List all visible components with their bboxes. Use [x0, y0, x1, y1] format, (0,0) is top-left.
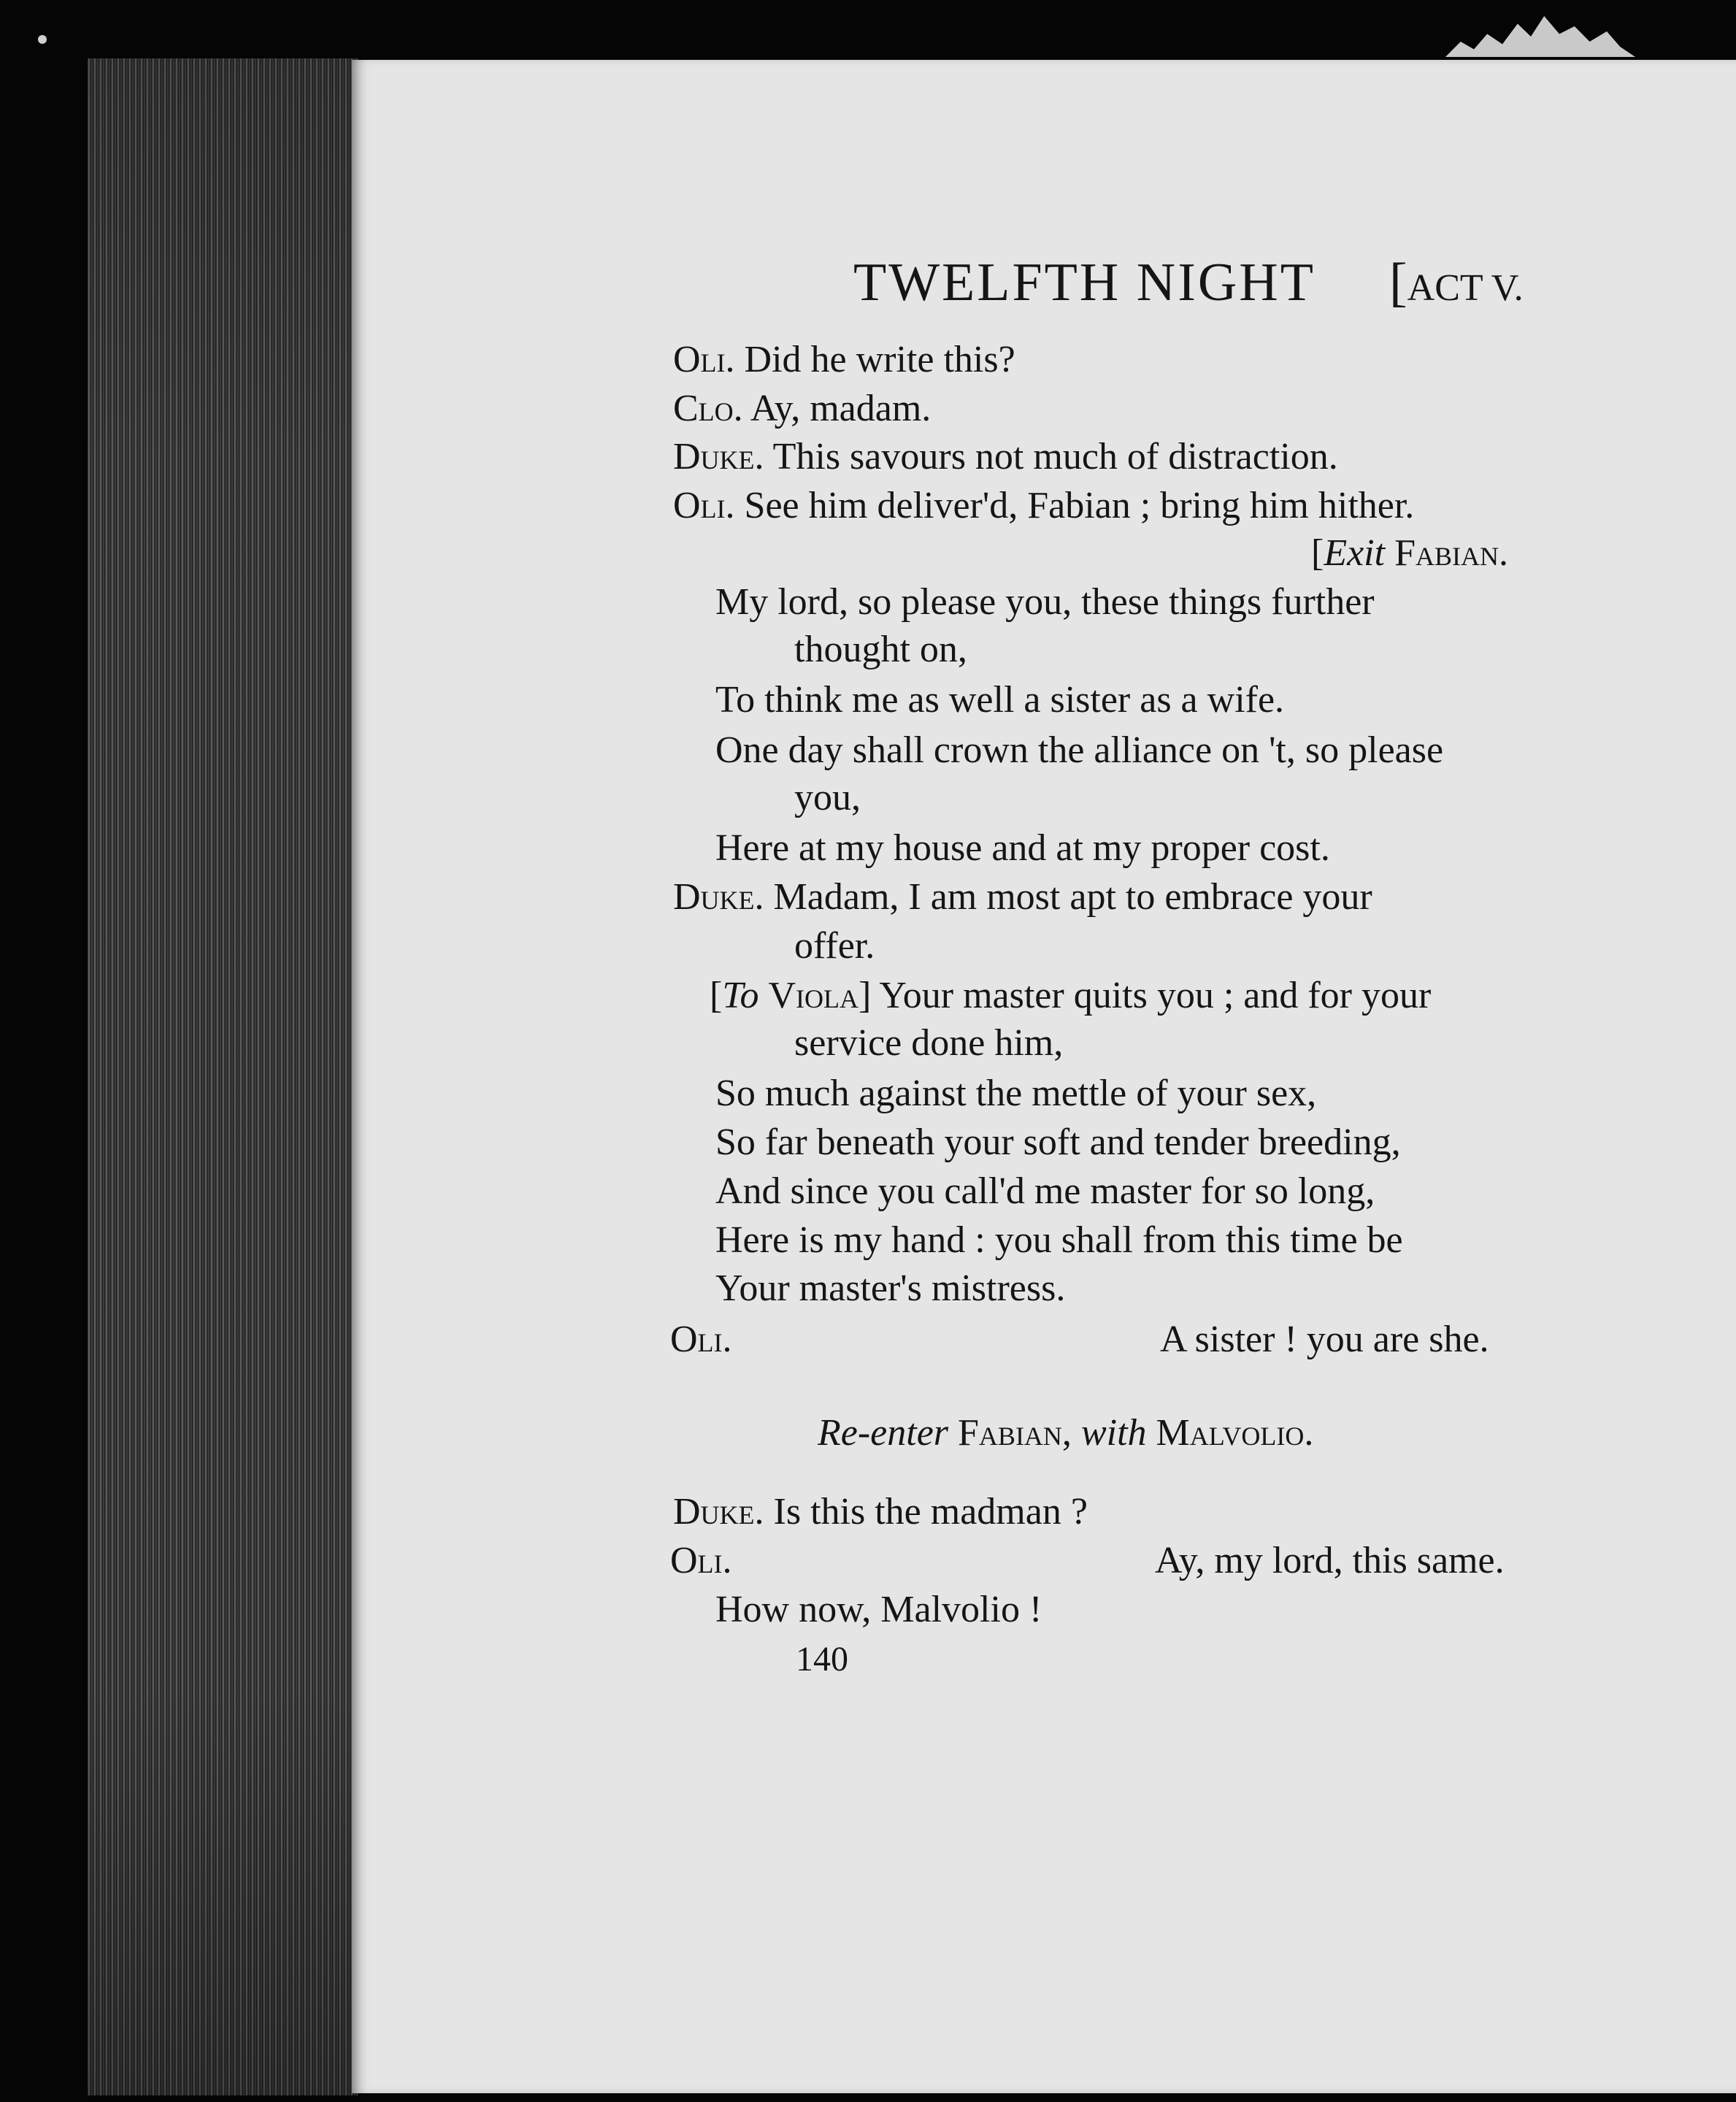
- verse-line: Here at my house and at my proper cost.: [715, 827, 1330, 869]
- act-label: ACT V.: [1407, 267, 1524, 309]
- verse-line-continued: thought on,: [794, 629, 967, 670]
- direction-verb: Re-enter: [818, 1412, 949, 1454]
- speech-line: [710, 977, 1431, 1015]
- direction-verb: To: [722, 975, 759, 1016]
- verse-line: Here is my hand : you shall from this time be: [715, 1219, 1403, 1261]
- direction-bracket: ]: [859, 975, 872, 1016]
- line-text: Madam, I am most apt to embrace your: [773, 876, 1372, 918]
- line-text: A sister ! you are she.: [1160, 1319, 1489, 1360]
- direction-character: Malvolio.: [1156, 1412, 1314, 1454]
- speaker-label: Duke.: [673, 436, 764, 477]
- act-marker: [1389, 253, 1524, 312]
- speech-line: [673, 390, 931, 428]
- line-text: Ay, my lord, this same.: [1155, 1540, 1505, 1581]
- speech-line: [673, 341, 1015, 379]
- stage-direction: [1311, 534, 1508, 572]
- speech-line: [673, 1493, 1088, 1531]
- direction-connector: with: [1080, 1412, 1147, 1454]
- speech-line: [673, 487, 1414, 525]
- line-text: This savours not much of distraction.: [772, 436, 1338, 477]
- line-text: See him deliver'd, Fabian ; bring him hither.: [744, 485, 1415, 526]
- verse-line: How now, Malvolio !: [715, 1589, 1042, 1630]
- direction-verb: Exit: [1324, 532, 1386, 574]
- running-title: TWELFTH NIGHT: [853, 253, 1316, 312]
- verse-line: And since you call'd me master for so long,: [715, 1170, 1375, 1212]
- verse-line: So far beneath your soft and tender breeding,: [715, 1121, 1401, 1163]
- line-text: Your master quits you ; and for your: [879, 975, 1432, 1016]
- speaker-label: Oli.: [670, 1319, 732, 1360]
- direction-bracket: [: [710, 975, 723, 1016]
- act-bracket: [: [1389, 253, 1407, 312]
- line-text: Is this the madman ?: [773, 1491, 1088, 1533]
- verse-line-continued: you,: [794, 777, 861, 818]
- verse-line: One day shall crown the alliance on 't, so please: [715, 729, 1444, 771]
- direction-character: Fabian.: [1394, 532, 1508, 574]
- torn-corner: [1445, 6, 1635, 57]
- speaker-label: Oli.: [673, 485, 735, 526]
- page-number: 140: [796, 1640, 848, 1679]
- direction-character: Fabian,: [958, 1412, 1072, 1454]
- speaker-label: Duke.: [673, 876, 764, 918]
- line-text: Ay, madam.: [750, 388, 932, 429]
- verse-line: So much against the mettle of your sex,: [715, 1073, 1317, 1114]
- speaker-label: Oli.: [673, 339, 735, 380]
- line-text: Did he write this?: [744, 339, 1015, 380]
- verse-line: To think me as well a sister as a wife.: [715, 679, 1285, 721]
- speaker-label: Clo.: [673, 388, 743, 429]
- verse-line: Your master's mistress.: [715, 1267, 1066, 1309]
- direction-character: Viola: [768, 975, 859, 1016]
- speaker-label: Oli.: [670, 1540, 732, 1581]
- speech-line: [673, 438, 1338, 476]
- book-page: [352, 60, 1736, 2093]
- book-page-edges: [88, 58, 358, 2095]
- stage-direction: [818, 1414, 1313, 1452]
- speech-line: [673, 878, 1372, 916]
- speaker-label: Duke.: [673, 1491, 764, 1533]
- verse-line-continued: service done him,: [794, 1022, 1064, 1064]
- dust-speck: [38, 35, 47, 44]
- verse-line: My lord, so please you, these things further: [715, 581, 1375, 623]
- direction-bracket: [: [1311, 532, 1324, 574]
- verse-line-continued: offer.: [794, 925, 875, 967]
